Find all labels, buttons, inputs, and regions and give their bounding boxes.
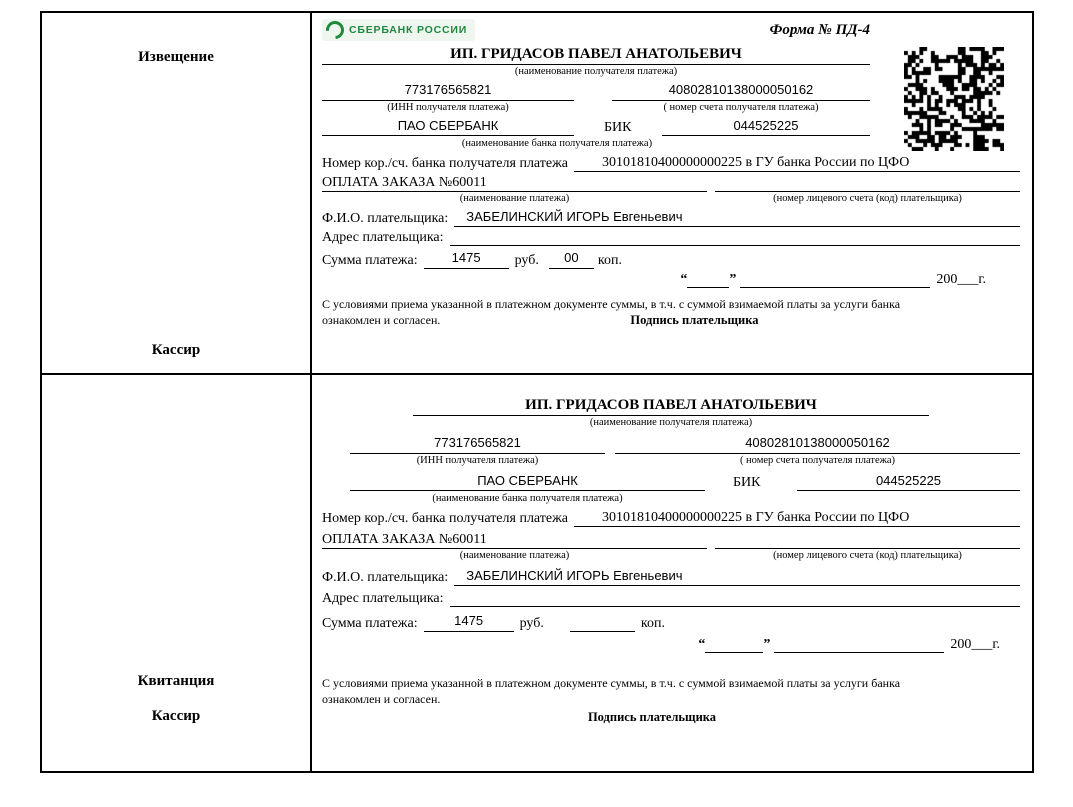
- address-label: Адрес плательщика:: [322, 230, 444, 246]
- notice-label: Извещение: [138, 49, 214, 65]
- payer-name-label: Ф.И.О. плательщика:: [322, 570, 449, 586]
- bank-row: [322, 117, 870, 136]
- personal-account-caption: (номер лицевого счета (код) плательщика): [773, 193, 962, 204]
- inn-account-row: [322, 81, 870, 100]
- bik-value: 044525225: [662, 117, 870, 136]
- payee-name-row: [322, 44, 870, 65]
- payee-caption: (наименование получателя платежа): [589, 417, 753, 429]
- receipt-left-column: [42, 375, 312, 771]
- date-year-label: 200___г.: [950, 636, 1000, 652]
- sberbank-logo-text: СБЕРБАНК РОССИИ: [349, 24, 468, 36]
- purpose-value: ОПЛАТА ЗАКАЗА №60011: [322, 532, 707, 549]
- inn-value: 773176565821: [350, 434, 605, 453]
- payer-name-row: [322, 567, 1020, 586]
- kop-label: коп.: [640, 615, 665, 631]
- amount-rub-value: 1475: [424, 249, 509, 268]
- receipt-cashier-label: Кассир: [151, 708, 201, 724]
- purpose-row: [322, 175, 1020, 192]
- purpose-value: ОПЛАТА ЗАКАЗА №60011: [322, 175, 707, 192]
- terms-line1: С условиями приема указанной в платежном документе суммы, в т.ч. с суммой взимаемой платы за услуги банка: [322, 675, 901, 690]
- bank-name: ПАО СБЕРБАНК: [322, 117, 574, 136]
- purpose-captions: [322, 192, 1020, 205]
- amount-label: Сумма платежа:: [322, 252, 418, 268]
- terms-line2-row: [322, 312, 964, 329]
- date-day-line: [687, 287, 729, 288]
- rub-label: руб.: [514, 252, 539, 268]
- purpose-captions: [322, 549, 1020, 562]
- payer-name-label: Ф.И.О. плательщика:: [322, 211, 449, 227]
- signature-label: Подпись плательщика: [630, 312, 759, 327]
- receipt-section: [42, 373, 1032, 771]
- date-quote-open: “: [680, 271, 688, 287]
- payer-address-row: [322, 230, 1020, 246]
- account-value: 40802810138000050162: [615, 434, 1020, 453]
- payee-name-row: [322, 395, 1020, 416]
- bank-row: [350, 472, 1020, 491]
- terms-line2: ознакомлен и согласен.: [322, 312, 441, 327]
- account-caption: ( номер счета получателя платежа): [663, 101, 819, 113]
- amount-label: Сумма платежа:: [322, 615, 418, 631]
- bank-name: ПАО СБЕРБАНК: [350, 472, 705, 491]
- inn-caption: (ИНН получателя платежа): [387, 101, 509, 113]
- amount-rub-value: 1475: [424, 612, 514, 631]
- pd4-payment-form: [40, 11, 1034, 773]
- inn-account-row: [350, 434, 1020, 453]
- terms-block: [322, 296, 964, 329]
- payee-name: ИП. ГРИДАСОВ ПАВЕЛ АНАТОЛЬЕВИЧ: [413, 395, 930, 416]
- payee-name: ИП. ГРИДАСОВ ПАВЕЛ АНАТОЛЬЕВИЧ: [322, 44, 870, 65]
- payer-name-value: ЗАБЕЛИНСКИЙ ИГОРЬ Евгеньевич: [454, 567, 1020, 586]
- address-line: [450, 245, 1020, 246]
- bik-value: 044525225: [797, 472, 1020, 491]
- receipt-form-area: [312, 375, 1032, 771]
- bank-caption: (наименование банка получателя платежа): [461, 137, 653, 149]
- date-day-line: [705, 652, 763, 653]
- rub-label: руб.: [519, 615, 544, 631]
- bik-label: БИК: [604, 119, 632, 135]
- bik-label: БИК: [733, 474, 761, 490]
- date-row: [322, 637, 1020, 653]
- date-year-label: 200___г.: [936, 271, 986, 287]
- date-quote-open: “: [698, 636, 706, 652]
- payer-name-value: ЗАБЕЛИНСКИЙ ИГОРЬ Евгеньевич: [454, 208, 1020, 227]
- terms-line2: ознакомлен и согласен.: [322, 691, 441, 706]
- notice-form-area: [312, 13, 1032, 373]
- personal-account-caption: (номер лицевого счета (код) плательщика): [773, 550, 962, 561]
- terms-line1: С условиями приема указанной в платежном документе суммы, в т.ч. с суммой взимаемой платы за услуги банка: [322, 296, 901, 311]
- terms-block: [322, 675, 964, 707]
- inn-caption: (ИНН получателя платежа): [416, 454, 539, 466]
- notice-cashier-label: Кассир: [151, 342, 201, 358]
- bank-caption: (наименование банка получателя платежа): [432, 492, 623, 504]
- date-month-line: [774, 652, 944, 653]
- corr-label: Номер кор./сч. банка получателя платежа: [322, 511, 568, 526]
- address-label: Адрес плательщика:: [322, 591, 444, 607]
- qr-code: [904, 47, 1004, 151]
- payer-address-row: [322, 591, 1020, 607]
- notice-section: [42, 13, 1032, 373]
- purpose-caption: (наименование платежа): [459, 550, 570, 561]
- kop-label: коп.: [597, 252, 622, 268]
- corr-account-row: [322, 155, 1020, 172]
- sberbank-logo: [322, 19, 475, 41]
- corr-label: Номер кор./сч. банка получателя платежа: [322, 156, 568, 171]
- purpose-row: [322, 532, 1020, 549]
- receipt-label: Квитанция: [137, 673, 215, 689]
- account-caption: ( номер счета получателя платежа): [739, 454, 896, 466]
- amount-row: [322, 249, 1020, 268]
- notice-header-row: [322, 19, 870, 41]
- notice-left-column: [42, 13, 312, 373]
- date-quote-close: ”: [729, 271, 737, 287]
- inn-value: 773176565821: [322, 81, 574, 100]
- signature-label: Подпись плательщика: [587, 709, 717, 724]
- inn-account-captions: [350, 454, 1020, 467]
- date-month-line: [740, 287, 930, 288]
- payer-name-row: [322, 208, 1020, 227]
- sberbank-logo-icon: [322, 17, 347, 42]
- inn-account-captions: [322, 101, 870, 114]
- date-quote-close: ”: [763, 636, 771, 652]
- payee-caption: (наименование получателя платежа): [514, 66, 678, 78]
- corr-account-row: [322, 510, 1020, 527]
- corr-value: 30101810400000000225 в ГУ банка России по ЦФО: [574, 510, 1020, 527]
- account-value: 40802810138000050162: [612, 81, 870, 100]
- amount-row: [322, 612, 1020, 631]
- notice-upper-block: [322, 19, 870, 150]
- corr-value: 30101810400000000225 в ГУ банка России по ЦФО: [574, 155, 1020, 172]
- form-number: Форма № ПД-4: [769, 21, 870, 38]
- amount-kop-value: 00: [549, 249, 594, 268]
- purpose-caption: (наименование платежа): [459, 193, 570, 204]
- amount-kop-value: [570, 631, 635, 632]
- date-row: [322, 272, 1020, 288]
- address-line: [450, 606, 1020, 607]
